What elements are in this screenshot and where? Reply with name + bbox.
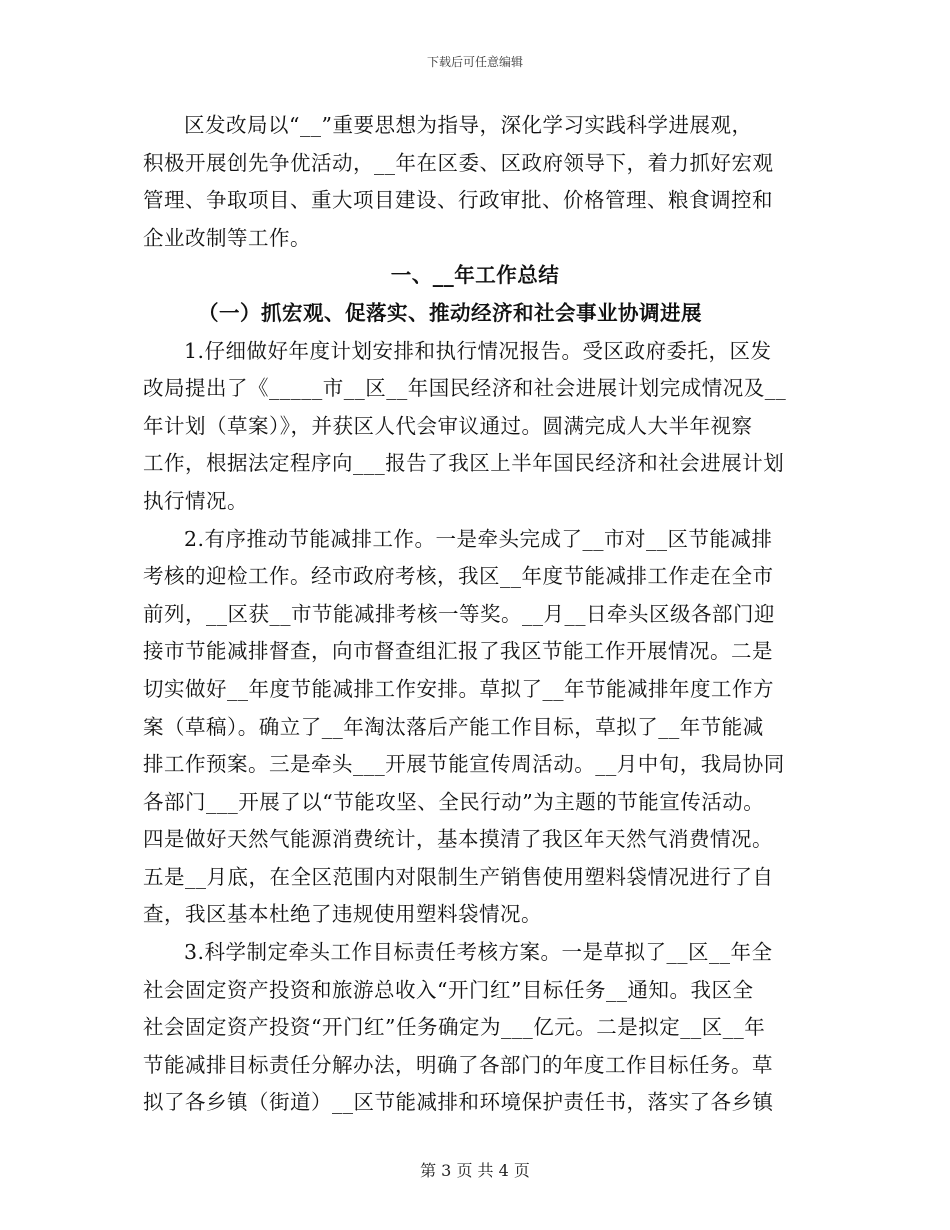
intro-line: 管理、争取项目、重大项目建设、行政审批、价格管理、粮食调控和 [143,188,773,213]
section-heading: 一、__年工作总结 [390,263,560,288]
page-header: 下载后可任意编辑 [426,55,523,69]
paragraph-line: 五是__月底，在全区范围内对限制生产销售使用塑料袋情况进行了自 [143,864,774,889]
paragraph-line: 查，我区基本杜绝了违规使用塑料袋情况。 [143,902,542,927]
document-body [143,107,807,1122]
paragraph-line: 节能减排目标责任分解办法，明确了各部门的年度工作目标任务。草 [143,1052,773,1077]
paragraph-line: 各部门___开展了以“节能攻坚、全民行动”为主题的节能宣传活动。 [143,789,765,814]
paragraph-line: 排工作预案。三是牵头___开展节能宣传周活动。__月中旬，我局协同 [143,752,785,777]
page-number: 第 3 页 共 4 页 [420,1161,530,1180]
intro-line: 企业改制等工作。 [143,225,311,250]
paragraph-line: 四是做好天然气能源消费统计，基本摸清了我区年天然气消费情况。 [143,827,773,852]
paragraph-line: 案（草稿）。确立了__年淘汰落后产能工作目标，草拟了__年节能减 [143,714,764,739]
paragraph-line: 3.科学制定牵头工作目标责任考核方案。一是草拟了__区__年全 [184,940,773,965]
paragraph-line: 执行情况。 [143,488,248,513]
paragraph-line: 社会固定资产投资“开门红”任务确定为___亿元。二是拟定__区__年 [143,1015,766,1040]
paragraph-line: 前列，__区获__市节能减排考核一等奖。__月__日牵头区级各部门迎 [143,601,775,626]
paragraph-line: 接市节能减排督查，向市督查组汇报了我区节能工作开展情况。二是 [143,639,773,664]
paragraph-line: 1.仔细做好年度计划安排和执行情况报告。受区政府委托，区发 [184,338,772,363]
paragraph-line: 切实做好__年度节能减排工作安排。草拟了__年节能减排年度工作方 [143,676,774,701]
paragraph-line: 考核的迎检工作。经市政府考核，我区__年度节能减排工作走在全市 [143,564,774,589]
paragraph-line: 2.有序推动节能减排工作。一是牵头完成了__市对__区节能减排 [184,526,773,551]
intro-line: 区发改局以“__”重要思想为指导，深化学习实践科学进展观， [184,113,753,137]
intro-line: 积极开展创先争优活动，__年在区委、区政府领导下，着力抓好宏观 [143,150,774,175]
subsection-heading: （一）抓宏观、促落实、推动经济和社会事业协调进展 [198,300,702,325]
paragraph-line: 工作，根据法定程序向___报告了我区上半年国民经济和社会进展计划 [143,451,785,476]
paragraph-line: 拟了各乡镇（街道）__区节能减排和环境保护责任书，落实了各乡镇 [143,1090,774,1115]
paragraph-line: 改局提出了《_____市__区__年国民经济和社会进展计划完成情况及__ [143,376,787,401]
paragraph-line: 年计划（草案）》，并获区人代会审议通过。圆满完成人大半年视察 [143,413,753,438]
paragraph-line: 社会固定资产投资和旅游总收入“开门红”目标任务__通知。我区全 [143,977,754,1002]
